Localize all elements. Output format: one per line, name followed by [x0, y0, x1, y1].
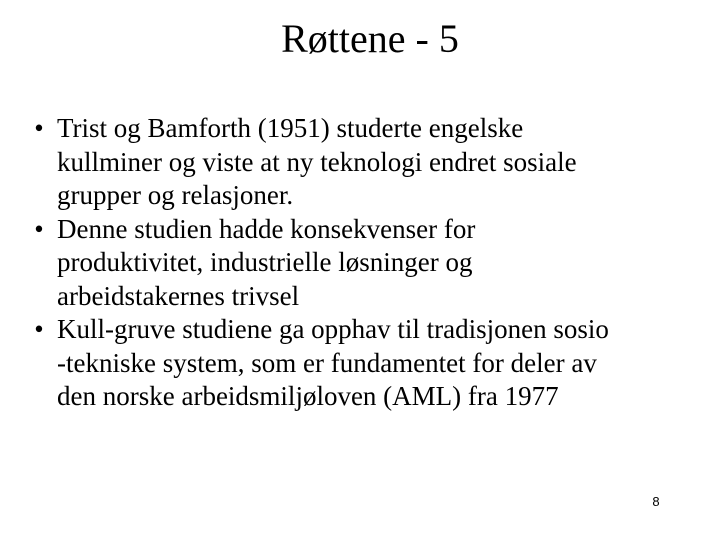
bullet-line: grupper og relasjoner.	[57, 180, 294, 210]
bullet-item	[0, 112, 720, 213]
slide-title: Røttene - 5	[281, 16, 459, 61]
bullet-line: arbeidstakernes trivsel	[57, 280, 300, 311]
bullet-line: Denne studien hadde konsekvenser for	[57, 213, 476, 244]
bullet-item	[0, 213, 720, 314]
bullet-line: kullminer og viste at ny teknologi endret sosiale	[57, 146, 577, 177]
page-number: 8	[652, 494, 660, 509]
bullet-dot-icon: •	[34, 314, 44, 344]
bullet-line: produktivitet, industrielle løsninger og	[57, 247, 473, 277]
bullet-line: -tekniske system, som er fundamentet for deler av	[57, 347, 597, 378]
bullet-line: Trist og Bamforth (1951) studerte engelske	[57, 113, 524, 143]
bullet-line: Kull-gruve studiene ga opphav til tradisjonen sosio	[57, 314, 609, 344]
bullet-dot-icon: •	[34, 113, 44, 143]
bullet-list	[0, 112, 720, 414]
bullet-dot-icon: •	[34, 213, 44, 244]
bullet-item	[0, 313, 720, 414]
bullet-line: den norske arbeidsmiljøloven (AML) fra 1977	[57, 381, 559, 411]
